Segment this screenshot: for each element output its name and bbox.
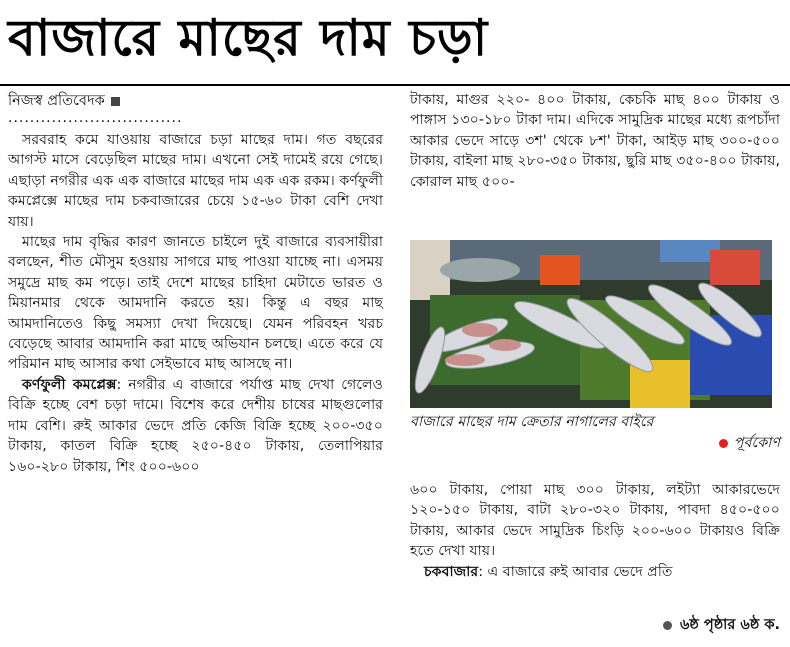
square-bullet-icon <box>111 97 120 106</box>
headline-rule <box>0 84 790 86</box>
paragraph-karnaphuli <box>8 375 383 477</box>
paragraph-right-bottom: ৬০০ টাকায়, পোয়া মাছ ৩০০ টাকায়, লইট্যা আকারভেদে ১২০-১৫০ টাকায়, বাটা ২৮০-৩২০ টাকায়, পাবদা ৪৫০-৫০০ টাকায়, আকার ভেদে সামুদ্রিক চিংড়ি ২০০-৬০০ টাকায়ও বিক্রি হতে দেখা যায়। <box>410 482 780 560</box>
byline-text: নিজস্ব প্রতিবেদক <box>8 93 105 109</box>
paragraph-right-top: টাকায়, মাগুর ২২০- ৪০০ টাকায়, কেচকি মাছ ৪০০ টাকায় ও পাঙ্গাস ১৩০-১৮০ টাকা দাম। এদিকে সামুদ্রিক মাছের মধ্যে রূপচাঁদা আকার ভেদে সাড়ে ৩শ' থেকে ৮শ' টাকা, আইড় মাছ ৩০০-৫০০ টাকায়, বাইলা মাছ ২৮০-৩৫০ টাকায়, ছুরি মাছ ৩৫০-৪০০ টাকায়, কোরাল মাছ ৫০০- <box>410 92 780 190</box>
left-column <box>8 90 383 477</box>
photo-credit <box>600 432 780 454</box>
credit-text: পূর্বকোণ <box>733 435 780 451</box>
paragraph-2: মাছের দাম বৃদ্ধির কারণ জানতে চাইলে দুই বাজারে ব্যবসায়ীরা বলছেন, শীত মৌসুম হওয়ায় সাগরে মাছ পাওয়া যাচ্ছে না। এসময় সমুদ্রে মাছ কম পড়ে। তাই দেশে মাছের চাহিদা মেটাতে ভারত ও মিয়ানমার থেকে আমদানি করতে হয়। কিন্তু এ বছর মাছ আমদানিতেও কিছু সমস্যা দেখা দিয়েছে। যেমন পরিবহন খরচ বেড়েছে আবার আমদানি করা মাছে অভিযান চলছে। এতে করে যে পরিমান মাছ আসার কথা সেইভাবে মাছ আসছে না। <box>8 234 383 373</box>
byline <box>8 90 383 112</box>
section-text-chawkbazar: : এ বাজারে রুই আবার ভেদে প্রতি <box>478 563 673 580</box>
paragraph-chawkbazar <box>410 562 780 582</box>
fish-market-photo <box>410 240 772 408</box>
bullet-dot-icon <box>663 621 672 630</box>
headline: বাজারে মাছের দাম চড়া <box>8 9 489 67</box>
right-column-top <box>410 90 780 192</box>
photo-caption: বাজারে মাছের দাম ক্রেতার নাগালের বাইরে <box>410 414 654 430</box>
paragraph-1: সরবরাহ কমে যাওয়ায় বাজারে চড়া মাছের দাম। গত বছরের আগস্ট মাসে বেড়েছিল মাছের দাম। এখনো সেই দামেই রয়ে গেছে। এছাড়া নগরীর এক এক বাজারে মাছের দাম এক এক রকম। কর্ণফুলী কমপ্লেক্সে মাছের দাম চকবাজারের চেয়ে ১৫-৬০ টাকা বেশি দেখা যায়। <box>8 132 383 230</box>
section-text-karnaphuli: : নগরীর এ বাজারে পর্যাপ্ত মাছ দেখা গেলেও বিক্রি হচ্ছে বেশ চড়া দামে। বিশেষ করে দেশীয় চাষের মাছগুলোর দাম বেশি। রুই আকার ভেদে প্রতি কেজি বিক্রি হচ্ছে ২০০-৩৫০ টাকায়, কাতল বিক্রি হচ্ছে ২৫০-৪৫০ টাকায়, তেলাপিয়ার ১৬০-২৮০ টাকায়, শিং ৫০০-৬০০ <box>8 376 383 475</box>
red-dot-icon <box>719 439 728 448</box>
continuation-text: ৬ষ্ঠ পৃষ্ঠার ৬ষ্ঠ ক. <box>679 617 780 633</box>
right-column-bottom <box>410 480 780 582</box>
dotted-separator: ................................ <box>8 110 183 126</box>
section-title-chawkbazar: চকবাজার <box>424 563 479 580</box>
continuation-line <box>600 614 780 636</box>
section-title-karnaphuli: কর্ণফুলী কমপ্লেক্স <box>22 376 117 393</box>
